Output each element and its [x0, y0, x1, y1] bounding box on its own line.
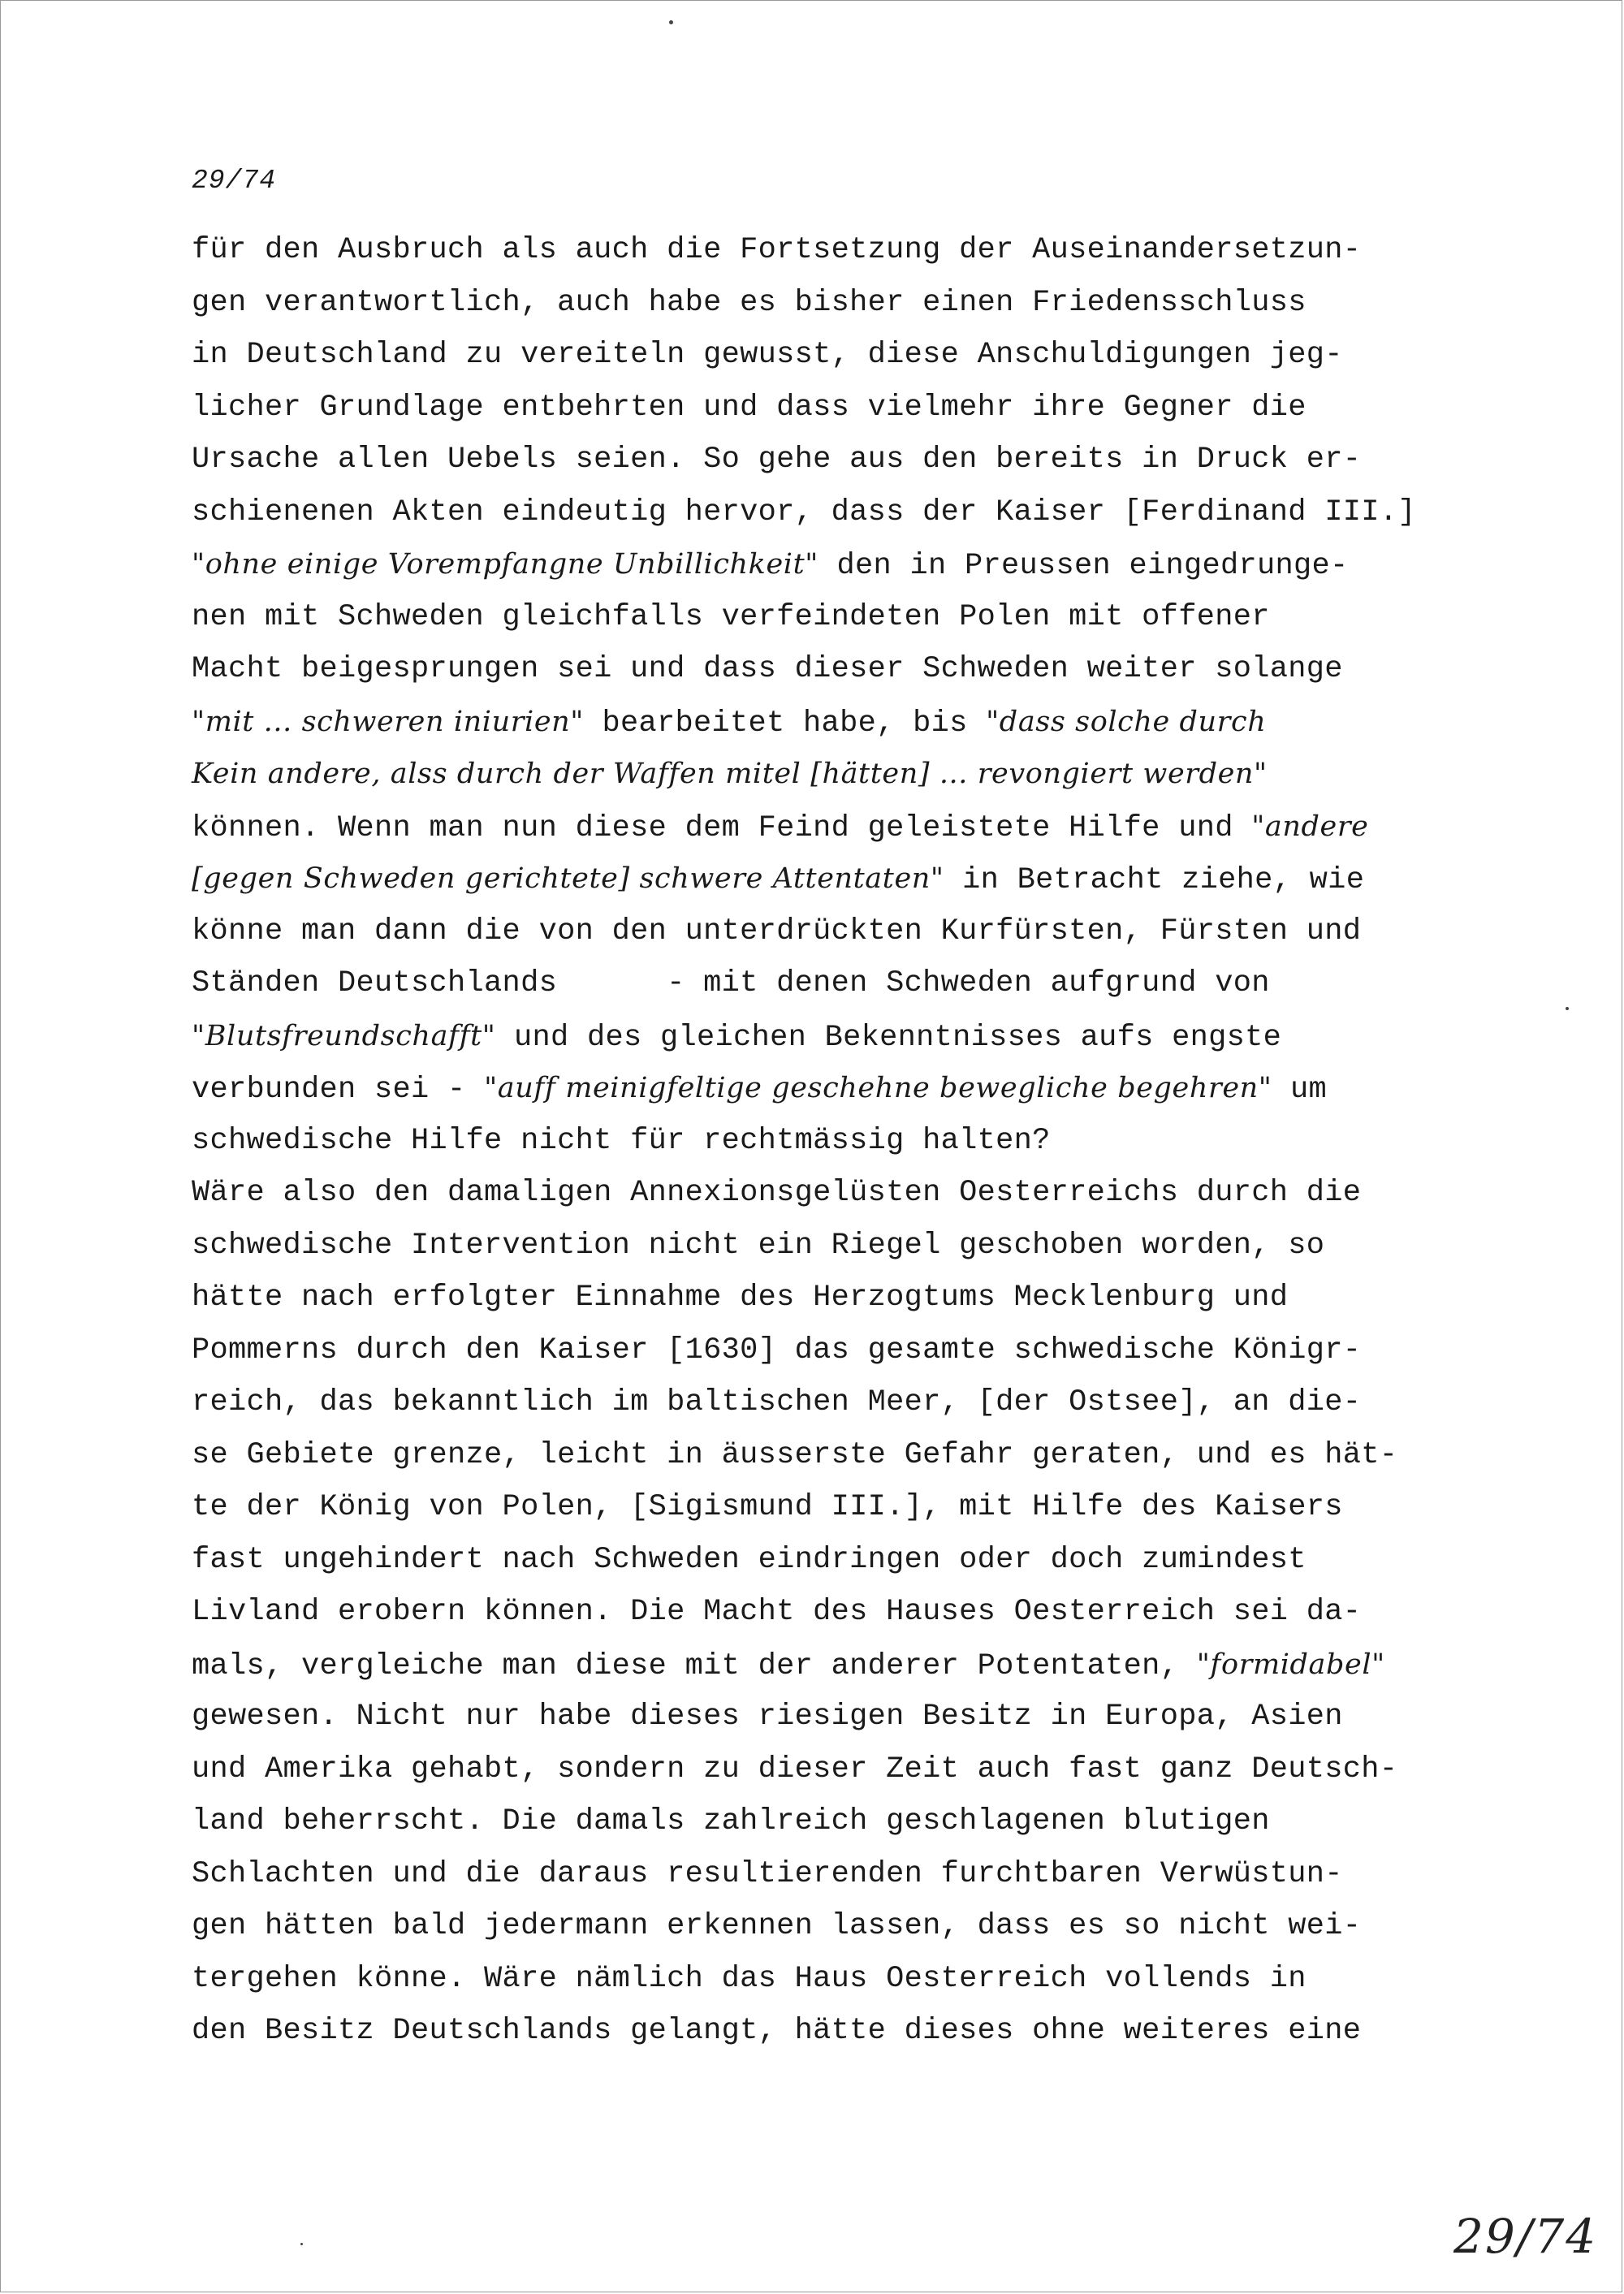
text-segment: Schlachten und die daraus resultierenden furchtbaren Verwüstun- — [192, 1856, 1343, 1891]
text-segment: den Besitz Deutschlands gelangt, hätte dieses ohne weiteres eine — [192, 2014, 1362, 2048]
text-segment: Ursache allen Uebels seien. So gehe aus den bereits in Druck er- — [192, 443, 1362, 477]
text-line — [192, 1115, 1556, 1168]
text-segment: in Deutschland zu vereiteln gewusst, diese Anschuldigungen jeg- — [192, 338, 1343, 372]
text-line — [192, 1062, 1556, 1115]
text-segment: mals, vergleiche man diese mit der anderer Potentaten, — [192, 1648, 1197, 1683]
text-segment: gen verantwortlich, auch habe es bisher einen Friedensschluss — [192, 285, 1307, 320]
text-line — [192, 1429, 1556, 1482]
text-segment: können. Wenn man nun diese dem Feind geleistete Hilfe und — [192, 810, 1252, 845]
quoted-text: "mit ... schweren iniurien" — [192, 705, 585, 738]
handwritten-folio-number: 29/74 — [1453, 2209, 1598, 2264]
text-segment: se Gebiete grenze, leicht in äusserste Gefahr geraten, und es hät- — [192, 1437, 1398, 1472]
text-line — [192, 1691, 1556, 1743]
text-line — [192, 853, 1556, 905]
scan-speck — [1566, 1007, 1569, 1010]
text-line — [192, 801, 1556, 853]
text-line — [192, 277, 1556, 330]
quoted-text: [gegen Schweden gerichtete] schwere Attentaten" — [192, 862, 944, 895]
text-segment: Ständen Deutschlands - mit denen Schweden aufgrund von — [192, 966, 1270, 1000]
text-line — [192, 1481, 1556, 1534]
text-line — [192, 1743, 1556, 1796]
quoted-text: "ohne einige Vorempfangne Unbillichkeit" — [192, 548, 818, 581]
text-line — [192, 643, 1556, 696]
text-segment: um — [1272, 1073, 1327, 1107]
quoted-text: "Blutsfreundschafft" — [192, 1019, 496, 1052]
text-segment: land beherrscht. Die damals zahlreich geschlagenen blutigen — [192, 1804, 1270, 1838]
text-segment: tergehen könne. Wäre nämlich das Haus Oesterreich vollends in — [192, 1961, 1307, 1996]
text-segment: in Betracht ziehe, wie — [944, 863, 1365, 897]
text-segment: verbunden sei - — [192, 1073, 485, 1107]
text-segment: für den Ausbruch als auch die Fortsetzung der Auseinandersetzun- — [192, 233, 1362, 267]
text-segment: Wäre also den damaligen Annexionsgelüsten Oesterreichs durch die — [192, 1176, 1362, 1210]
quoted-text: Kein andere, alss durch der Waffen mitel [hätten] ... revongiert werden" — [192, 758, 1268, 790]
text-line — [192, 748, 1556, 801]
text-line — [192, 1900, 1556, 1953]
text-segment: gewesen. Nicht nur habe dieses riesigen Besitz in Europa, Asien — [192, 1700, 1343, 1734]
text-segment: fast ungehindert nach Schweden eindringen oder doch zumindest — [192, 1542, 1307, 1577]
text-segment: und des gleichen Bekenntnisses aufs engste — [495, 1020, 1282, 1055]
text-line — [192, 224, 1556, 277]
text-line — [192, 1639, 1556, 1691]
text-segment: Livland erobern können. Die Macht des Hauses Oesterreich sei da- — [192, 1595, 1362, 1629]
text-segment: nen mit Schweden gleichfalls verfeindeten Polen mit offener — [192, 599, 1270, 634]
text-segment: licher Grundlage entbehrten und dass vielmehr ihre Gegner die — [192, 390, 1307, 425]
text-line — [192, 1272, 1556, 1324]
text-segment: den in Preussen eingedrunge- — [818, 549, 1349, 583]
text-line — [192, 1586, 1556, 1639]
text-segment: bearbeitet habe, bis — [584, 706, 987, 741]
quoted-text: "dass solche durch — [986, 705, 1267, 738]
text-line — [192, 1220, 1556, 1272]
body-text — [192, 224, 1556, 2058]
text-line — [192, 1953, 1556, 2006]
page-number: 29/74 — [192, 166, 277, 196]
text-line — [192, 1376, 1556, 1429]
text-line — [192, 329, 1556, 382]
text-segment: reich, das bekanntlich im baltischen Meer, [der Ostsee], an die- — [192, 1385, 1362, 1419]
text-line — [192, 382, 1556, 434]
quoted-text: "formidabel" — [1196, 1648, 1385, 1681]
text-segment: schwedische Intervention nicht ein Riegel geschoben worden, so — [192, 1228, 1325, 1263]
text-segment: schwedische Hilfe nicht für rechtmässig halten? — [192, 1123, 1051, 1158]
quoted-text: "andere — [1251, 810, 1369, 843]
text-line — [192, 1848, 1556, 1901]
text-line — [192, 1534, 1556, 1587]
text-segment: und Amerika gehabt, sondern zu dieser Zeit auch fast ganz Deutsch- — [192, 1752, 1398, 1786]
text-line — [192, 2005, 1556, 2058]
text-segment: Macht beigesprungen sei und dass dieser Schweden weiter solange — [192, 652, 1343, 686]
text-line — [192, 1167, 1556, 1220]
text-line — [192, 905, 1556, 958]
text-line — [192, 1795, 1556, 1848]
scan-speck — [300, 2243, 303, 2245]
text-segment: Pommerns durch den Kaiser [1630] das gesamte schwedische Königr- — [192, 1333, 1362, 1367]
text-line — [192, 486, 1556, 539]
text-segment: hätte nach erfolgter Einnahme des Herzogtums Mecklenburg und — [192, 1281, 1289, 1315]
text-segment: gen hätten bald jedermann erkennen lassen, dass es so nicht wei- — [192, 1909, 1362, 1943]
text-segment: schienenen Akten eindeutig hervor, dass der Kaiser [Ferdinand III.] — [192, 495, 1416, 529]
scan-speck — [669, 20, 673, 24]
text-line — [192, 538, 1556, 591]
text-line — [192, 1010, 1556, 1063]
text-line — [192, 434, 1556, 486]
text-line — [192, 591, 1556, 644]
quoted-text: "auff meinigfeltige geschehne bewegliche begehren" — [484, 1072, 1272, 1104]
text-line — [192, 957, 1556, 1010]
text-line — [192, 696, 1556, 749]
text-segment: te der König von Polen, [Sigismund III.], mit Hilfe des Kaisers — [192, 1490, 1343, 1524]
text-segment: könne man dann die von den unterdrückten Kurfürsten, Fürsten und — [192, 914, 1362, 948]
text-line — [192, 1324, 1556, 1377]
